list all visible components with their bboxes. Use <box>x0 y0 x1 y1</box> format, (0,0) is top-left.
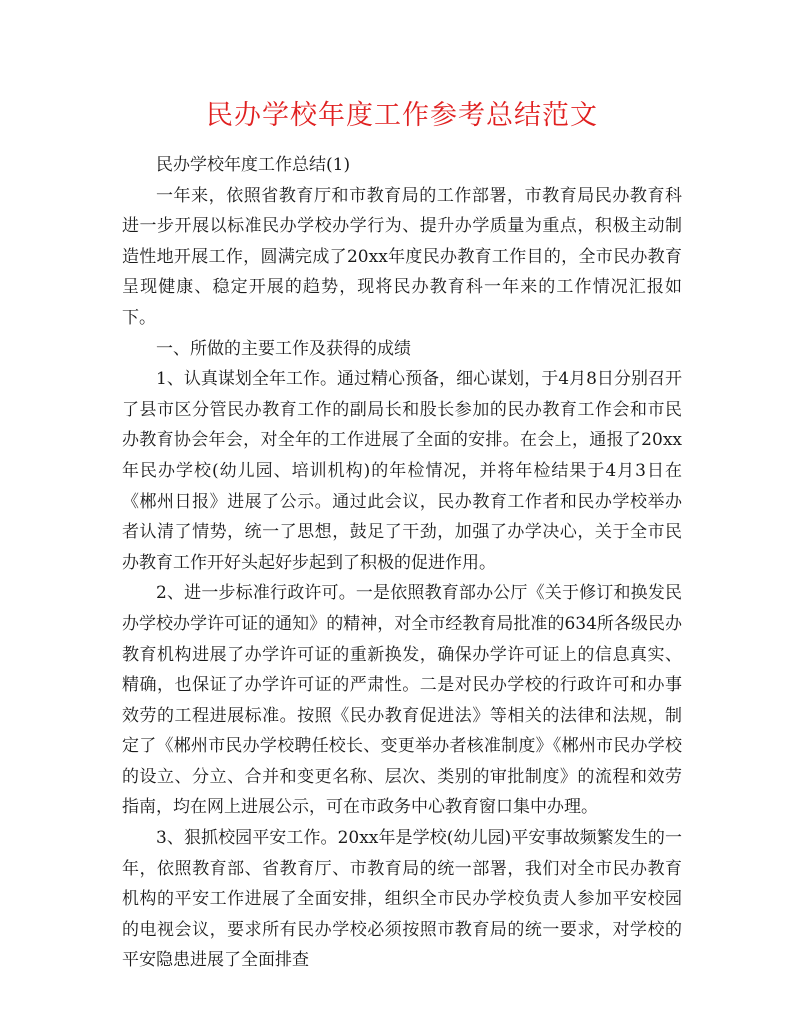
document-body <box>122 150 682 976</box>
document-title: 民办学校年度工作参考总结范文 <box>206 100 598 131</box>
paragraph-intro: 一年来，依照省教育厅和市教育局的工作部署，市教育局民办教育科进一步开展以标准民办学校办学行为、提升办学质量为重点，积极主动制造性地开展工作，圆满完成了20xx年度民办教育工作目的，全市民办教育呈现健康、稳定开展的趋势，现将民办教育科一年来的工作情况汇报如下。 <box>122 185 682 328</box>
paragraph-item-3: 3、狠抓校园平安工作。20xx年是学校(幼儿园)平安事故频繁发生的一年，依照教育部、省教育厅、市教育局的统一部署，我们对全市民办教育机构的平安工作进展了全面安排，组织全市民办学校负责人参加平安校园的电视会议，要求所有民办学校必须按照市教育局的统一要求，对学校的平安隐患进展了全面排查 <box>122 828 682 971</box>
paragraph-item-1: 1、认真谋划全年工作。通过精心预备，细心谋划，于4月8日分别召开了县市区分管民办教育工作的副局长和股长参加的民办教育工作会和市民办教育协会年会，对全年的工作进展了全面的安排。在会上，通报了20xx年民办学校(幼儿园、培训机构)的年检情况，并将年检结果于4月3日在《郴州日报》进展了公示。通过此会议，民办教育工作者和民办学校举办者认清了情势，统一了思想，鼓足了干劲，加强了办学决心，关于全市民办教育工作开好头起好步起到了积极的促进作用。 <box>122 369 682 573</box>
paragraph-item-2: 2、进一步标准行政许可。一是依照教育部办公厅《关于修订和换发民办学校办学许可证的通知》的精神，对全市经教育局批准的634所各级民办教育机构进展了办学许可证的重新换发，确保办学许可证上的信息真实、精确，也保证了办学许可证的严肃性。二是对民办学校的行政许可和办事效劳的工程进展标准。按照《民办教育促进法》等相关的法律和法规，制定了《郴州市民办学校聘任校长、变更举办者核准制度》《郴州市民办学校的设立、分立、合并和变更名称、层次、类别的审批制度》的流程和效劳指南，均在网上进展公示，可在市政务中心教育窗口集中办理。 <box>122 583 682 818</box>
document-subtitle: 民办学校年度工作总结(1) <box>156 155 351 175</box>
section-heading: 一、所做的主要工作及获得的成绩 <box>156 338 411 359</box>
